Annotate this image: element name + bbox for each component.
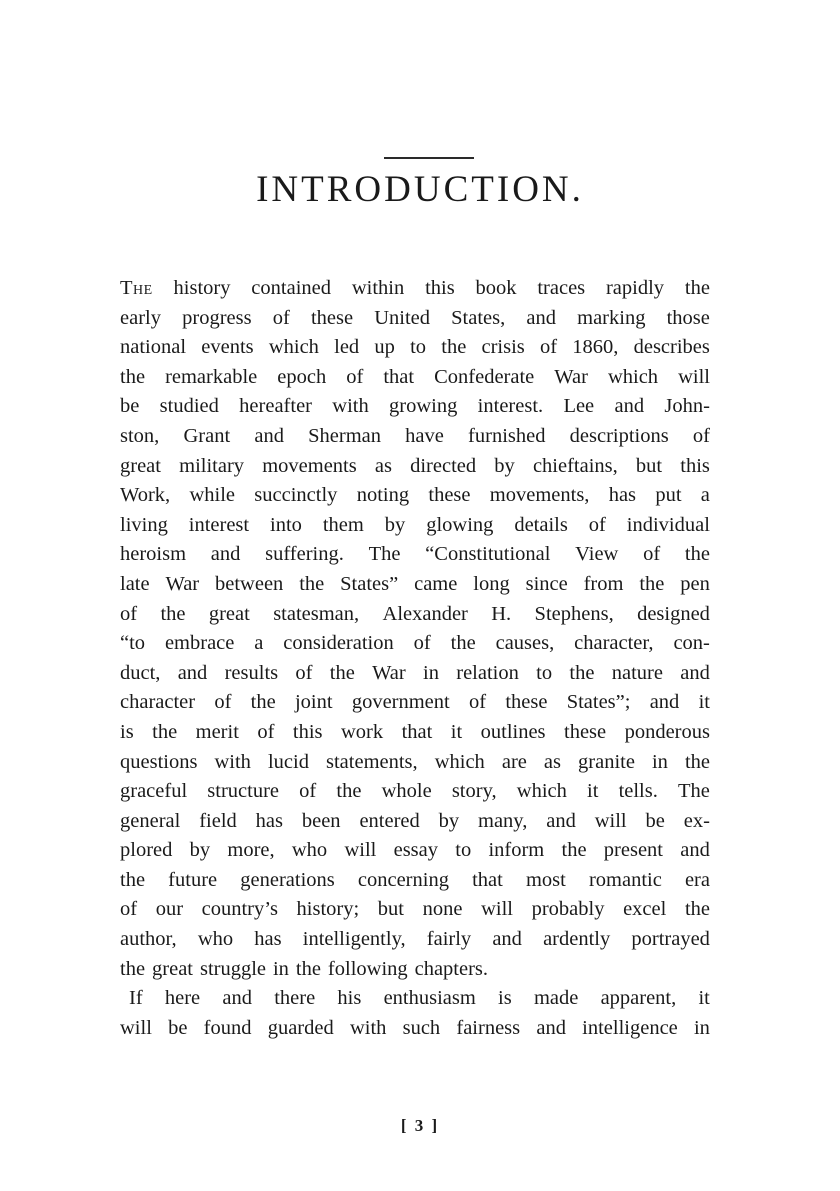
word: chieftains, <box>532 454 618 477</box>
word: describes <box>633 336 710 359</box>
word: remarkable <box>165 365 258 388</box>
word: history <box>173 277 231 299</box>
word: there <box>274 987 316 1010</box>
word: lucid <box>267 750 309 773</box>
text-line <box>120 540 710 570</box>
word: interest. <box>477 395 544 418</box>
text-line <box>120 925 710 955</box>
word: will <box>594 809 627 832</box>
word: nature <box>611 661 663 684</box>
word: from <box>583 572 624 595</box>
word: glowing <box>426 513 494 536</box>
word: and <box>536 1016 566 1039</box>
word: progress <box>182 306 252 329</box>
word: this <box>680 454 710 477</box>
word: and <box>546 809 576 832</box>
word: merit <box>195 720 239 743</box>
text-line <box>120 718 710 748</box>
word: intelligently, <box>302 928 406 951</box>
text-line <box>120 866 710 896</box>
word: in <box>272 957 289 980</box>
word: in <box>693 1016 710 1039</box>
text-line <box>120 600 710 630</box>
word: following <box>327 957 408 980</box>
word: the <box>329 661 355 684</box>
word: into <box>270 513 302 536</box>
word: put <box>655 484 682 507</box>
word: duct, <box>120 661 161 684</box>
word: be <box>120 395 140 418</box>
word: of <box>295 661 313 684</box>
word: United <box>374 306 431 329</box>
word: be <box>168 1016 188 1039</box>
word: this <box>425 277 455 299</box>
word: of <box>120 602 138 625</box>
word: a <box>254 632 264 655</box>
word: to <box>455 839 472 862</box>
word: will <box>120 1016 152 1039</box>
word: of <box>692 424 710 447</box>
word: ardently <box>543 928 611 951</box>
word: States” <box>340 572 399 595</box>
word: embrace <box>164 632 235 655</box>
word: traces <box>537 277 586 299</box>
word: portrayed <box>631 928 710 951</box>
text-line <box>120 481 710 511</box>
word: up <box>374 336 395 359</box>
word: who <box>291 839 328 862</box>
word: is <box>498 987 512 1010</box>
word: statesman, <box>273 602 360 625</box>
text-line <box>120 274 710 304</box>
word: has <box>254 928 282 951</box>
word: history; <box>296 898 360 921</box>
word: the <box>299 572 325 595</box>
drop-lead-word: The <box>120 277 153 299</box>
word: author, <box>120 928 177 951</box>
word: contained <box>251 277 331 299</box>
word: great <box>120 454 161 477</box>
word: but <box>377 898 404 921</box>
word: the <box>295 957 321 980</box>
word: which <box>607 365 659 388</box>
word: these <box>505 691 548 714</box>
word: that <box>401 720 433 743</box>
word: to <box>410 336 427 359</box>
word: of <box>214 691 232 714</box>
word: noting <box>356 484 410 507</box>
word: of <box>120 898 138 921</box>
word: none <box>422 898 463 921</box>
word: growing <box>389 395 458 418</box>
word: work <box>340 720 384 743</box>
word: the <box>152 720 178 743</box>
word: apparent, <box>600 987 677 1010</box>
text-line <box>120 511 710 541</box>
word: of <box>299 780 317 803</box>
word: early <box>120 306 161 329</box>
word: probably <box>531 898 605 921</box>
text-line <box>120 955 710 985</box>
page-title: INTRODUCTION. <box>256 169 584 210</box>
word: character <box>120 691 196 714</box>
word: descriptions <box>569 424 669 447</box>
word: The <box>368 543 401 566</box>
word: the <box>639 572 665 595</box>
word: granite <box>578 750 635 773</box>
word: of <box>588 513 606 536</box>
word: “to <box>120 632 146 655</box>
text-line <box>120 452 710 482</box>
word: made <box>533 987 579 1010</box>
word: the <box>250 691 276 714</box>
word: of <box>346 365 364 388</box>
word: with <box>214 750 251 773</box>
title-ornament-rule <box>384 157 474 159</box>
word: and <box>210 543 241 566</box>
word: it <box>698 987 710 1010</box>
word: Confederate <box>434 365 535 388</box>
word: ponderous <box>624 720 710 743</box>
word: which <box>268 336 319 359</box>
word: guarded <box>267 1016 334 1039</box>
word: H. <box>491 602 512 625</box>
word: generations <box>240 868 335 891</box>
word: ex- <box>683 809 710 832</box>
word: pen <box>680 572 710 595</box>
word: results <box>224 661 279 684</box>
word: concerning <box>357 868 449 891</box>
word: is <box>120 720 134 743</box>
word: ston, <box>120 424 160 447</box>
word: by <box>189 839 211 862</box>
word: the <box>684 277 710 299</box>
word: outlines <box>480 720 546 743</box>
word: of <box>257 720 275 743</box>
text-line <box>120 1014 710 1044</box>
word: will <box>481 898 513 921</box>
word: which <box>516 780 567 803</box>
text-line <box>120 836 710 866</box>
word: these <box>310 306 354 329</box>
word: and <box>492 928 522 951</box>
word: by <box>494 454 515 477</box>
word: future <box>168 868 218 891</box>
word: and <box>526 306 556 329</box>
word: Alexander <box>382 602 468 625</box>
word: late <box>120 572 150 595</box>
word: this <box>292 720 323 743</box>
word: whole <box>381 780 432 803</box>
word: graceful <box>120 780 188 803</box>
word: the <box>160 602 186 625</box>
word: his <box>337 987 362 1010</box>
word: marking <box>577 306 646 329</box>
word: and <box>222 987 252 1010</box>
word: the <box>569 661 595 684</box>
word: which <box>434 750 485 773</box>
word: in <box>423 661 439 684</box>
word: succinctly <box>254 484 338 507</box>
word: individual <box>626 513 710 536</box>
word: the <box>120 868 146 891</box>
word: and <box>254 424 284 447</box>
word: came <box>414 572 458 595</box>
word: intelligence <box>582 1016 678 1039</box>
word: are <box>501 750 527 773</box>
word: government <box>351 691 450 714</box>
text-line <box>120 748 710 778</box>
word: the <box>684 543 710 566</box>
word: romantic <box>588 868 662 891</box>
word: If <box>129 987 143 1010</box>
word: many, <box>478 809 528 832</box>
word: by <box>438 809 460 832</box>
word: more, <box>227 839 275 862</box>
word: it <box>587 780 599 803</box>
word: book <box>475 277 517 299</box>
word: relation <box>456 661 519 684</box>
word: heroism <box>120 543 187 566</box>
word: it <box>698 691 710 714</box>
word: and <box>649 691 680 714</box>
word: 1860, <box>572 336 619 359</box>
word: suffering. <box>265 543 344 566</box>
word: Lee <box>563 395 595 418</box>
word: enthusiasm <box>383 987 476 1010</box>
word: found <box>203 1016 252 1039</box>
word: character, <box>574 632 654 655</box>
word: States”; <box>566 691 631 714</box>
word: will <box>344 839 377 862</box>
word: since <box>525 572 568 595</box>
word: been <box>301 809 341 832</box>
word: the <box>120 957 146 980</box>
word: excel <box>623 898 667 921</box>
word: rapidly <box>605 277 665 299</box>
text-line <box>120 570 710 600</box>
text-line <box>120 659 710 689</box>
word: of <box>539 336 558 359</box>
word: those <box>666 306 710 329</box>
word: country’s <box>201 898 278 921</box>
text-line <box>120 807 710 837</box>
word: interest <box>188 513 250 536</box>
text-line <box>120 392 710 422</box>
word: with <box>349 1016 387 1039</box>
text-line <box>120 895 710 925</box>
word: War <box>165 572 200 595</box>
word: led <box>334 336 360 359</box>
word: epoch <box>277 365 327 388</box>
word: long <box>473 572 510 595</box>
word: Sherman <box>308 424 381 447</box>
word: our <box>155 898 184 921</box>
word: in <box>651 750 668 773</box>
text-line <box>120 984 710 1014</box>
word: and <box>680 661 710 684</box>
word: consideration <box>283 632 394 655</box>
word: but <box>635 454 663 477</box>
word: fairness <box>456 1016 521 1039</box>
word: essay <box>393 839 438 862</box>
word: these <box>564 720 607 743</box>
word: Grant <box>183 424 231 447</box>
word: living <box>120 513 168 536</box>
word: field <box>199 809 237 832</box>
word: States, <box>451 306 506 329</box>
word: with <box>332 395 369 418</box>
word: movements <box>262 454 357 477</box>
word: that <box>383 365 415 388</box>
word: movements, <box>489 484 590 507</box>
word: John- <box>664 395 710 418</box>
word: entered <box>359 809 420 832</box>
word: studied <box>159 395 219 418</box>
word: such <box>402 1016 441 1039</box>
word: have <box>405 424 444 447</box>
word: the <box>561 839 587 862</box>
word: and <box>614 395 645 418</box>
word: of <box>468 691 487 714</box>
word: questions <box>120 750 198 773</box>
word: details <box>514 513 568 536</box>
word: to <box>536 661 553 684</box>
text-line <box>120 333 710 363</box>
word: The <box>678 780 710 803</box>
word: events <box>201 336 254 359</box>
text-line <box>120 422 710 452</box>
word: the <box>120 365 146 388</box>
word: hereafter <box>239 395 312 418</box>
word: has <box>608 484 637 507</box>
word: Stephens, <box>534 602 614 625</box>
word: inform <box>488 839 545 862</box>
word: con- <box>673 632 710 655</box>
word: these <box>428 484 471 507</box>
word: the <box>336 780 362 803</box>
word: as <box>374 454 392 477</box>
word: them <box>322 513 364 536</box>
word: as <box>543 750 561 773</box>
word: general <box>120 809 181 832</box>
word: will <box>678 365 710 388</box>
word: within <box>351 277 405 299</box>
word: present <box>603 839 663 862</box>
word: View <box>575 543 619 566</box>
word: of <box>272 306 290 329</box>
word: great <box>152 957 193 980</box>
word: Work, <box>120 484 171 507</box>
word: structure <box>207 780 280 803</box>
word: the <box>684 898 710 921</box>
word: who <box>197 928 234 951</box>
word: story, <box>451 780 497 803</box>
word: great <box>208 602 250 625</box>
text-line <box>120 304 710 334</box>
word: causes, <box>495 632 555 655</box>
text-line <box>120 777 710 807</box>
word: while <box>189 484 235 507</box>
word: statements, <box>326 750 418 773</box>
word: here <box>164 987 201 1010</box>
word: between <box>215 572 284 595</box>
word: that <box>472 868 503 891</box>
word: the <box>450 632 476 655</box>
word: the <box>441 336 467 359</box>
text-line <box>120 688 710 718</box>
word: designed <box>637 602 710 625</box>
word: chapters. <box>414 957 489 980</box>
word: by <box>384 513 406 536</box>
word: fairly <box>426 928 472 951</box>
word: furnished <box>468 424 546 447</box>
text-line <box>120 629 710 659</box>
word: plored <box>120 839 173 862</box>
word: the <box>684 750 710 773</box>
word: “Constitutional <box>425 543 551 566</box>
word: crisis <box>481 336 525 359</box>
page-number: [ 3 ] <box>400 1116 440 1135</box>
word: a <box>700 484 710 507</box>
word: most <box>525 868 566 891</box>
word: directed <box>410 454 477 477</box>
text-line <box>120 363 710 393</box>
word: War <box>372 661 406 684</box>
introduction-text <box>120 274 710 1043</box>
word: national <box>120 336 187 359</box>
word: War <box>554 365 588 388</box>
word: of <box>643 543 661 566</box>
word: and <box>177 661 208 684</box>
word: tells. <box>618 780 658 803</box>
word: of <box>413 632 431 655</box>
word: era <box>684 868 710 891</box>
word: it <box>450 720 463 743</box>
word: struggle <box>199 957 267 980</box>
word: military <box>179 454 245 477</box>
word: has <box>255 809 283 832</box>
word: be <box>645 809 665 832</box>
word: joint <box>294 691 333 714</box>
word: and <box>680 839 710 862</box>
